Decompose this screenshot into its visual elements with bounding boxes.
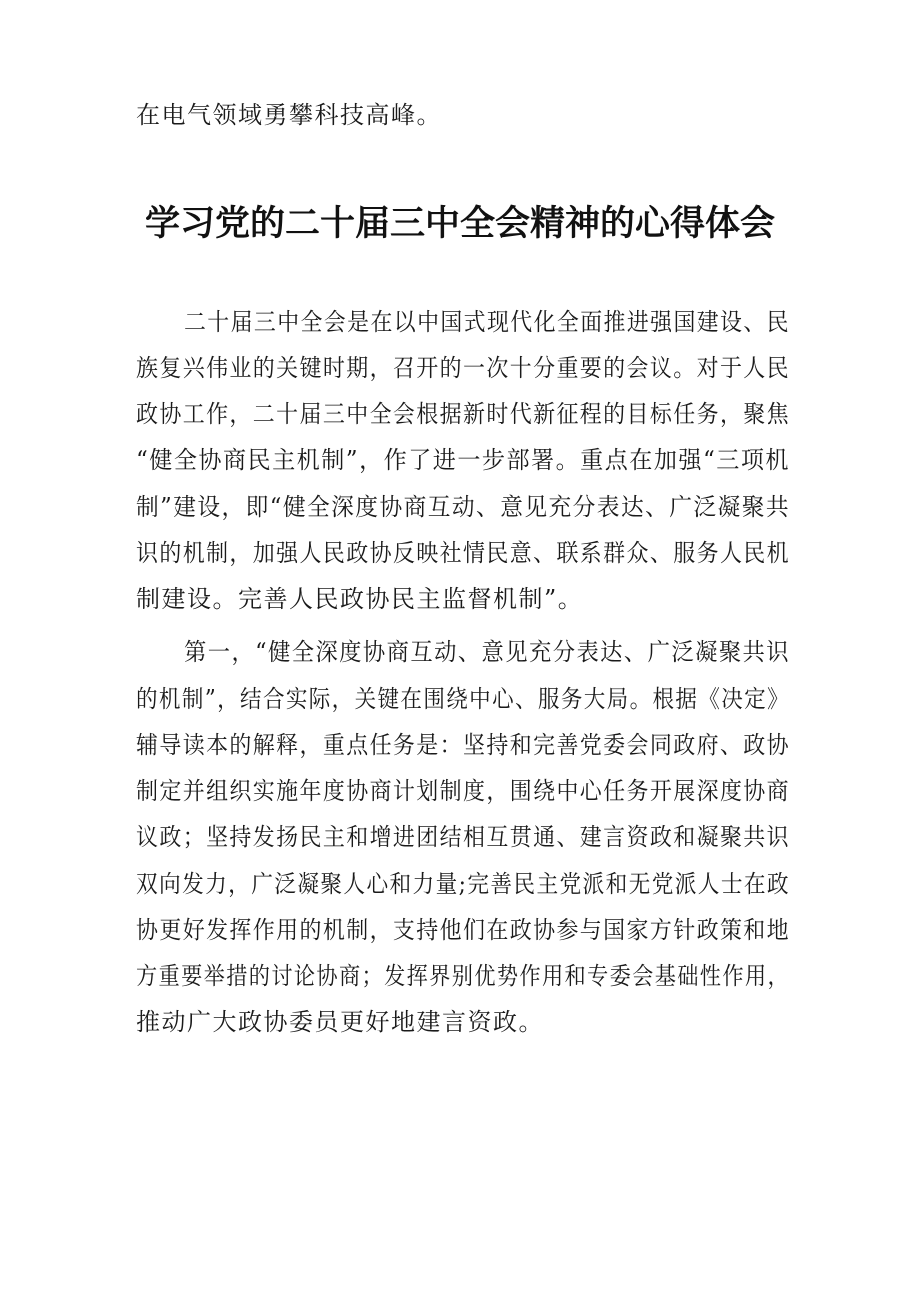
paragraph-line: 识的机制，加强人民政协反映社情民意、联系群众、服务人民机 xyxy=(136,539,791,567)
paragraph-line: 辅导读本的解释，重点任务是：坚持和完善党委会同政府、政协 xyxy=(136,731,791,759)
continuation-line: 在电气领域勇攀科技高峰。 xyxy=(136,101,442,129)
document-title: 学习党的二十届三中全会精神的心得体会 xyxy=(144,204,775,244)
paragraph-line: 推动广大政协委员更好地建言资政。 xyxy=(136,1008,544,1036)
paragraph-line: 制定并组织实施年度协商计划制度，围绕中心任务开展深度协商 xyxy=(136,777,791,805)
paragraph-line: 政协工作，二十届三中全会根据新时代新征程的目标任务，聚焦 xyxy=(136,400,791,428)
paragraph-line: 议政；坚持发扬民主和增进团结相互贯通、建言资政和凝聚共识 xyxy=(136,823,791,851)
paragraph-line: 制”建设，即“健全深度协商互动、意见充分表达、广泛凝聚共 xyxy=(136,493,791,521)
paragraph-line: 第一，“健全深度协商互动、意见充分表达、广泛凝聚共识 xyxy=(184,638,791,666)
paragraph-line: 的机制”，结合实际，关键在围绕中心、服务大局。根据《决定》 xyxy=(136,685,790,713)
paragraph-line: 族复兴伟业的关键时期，召开的一次十分重要的会议。对于人民 xyxy=(136,354,791,382)
paragraph-line: 二十届三中全会是在以中国式现代化全面推进强国建设、民 xyxy=(184,308,790,336)
paragraph-line: 制建设。完善人民政协民主监督机制”。 xyxy=(136,585,584,613)
paragraph-line: 双向发力，广泛凝聚人心和力量;完善民主党派和无党派人士在政 xyxy=(136,870,790,898)
paragraph-line: 方重要举措的讨论协商；发挥界别优势作用和专委会基础性作用， xyxy=(136,962,791,990)
paragraph-line: 协更好发挥作用的机制，支持他们在政协参与国家方针政策和地 xyxy=(136,916,791,944)
paragraph-line: “健全协商民主机制”，作了进一步部署。重点在加强“三项机 xyxy=(136,446,790,474)
